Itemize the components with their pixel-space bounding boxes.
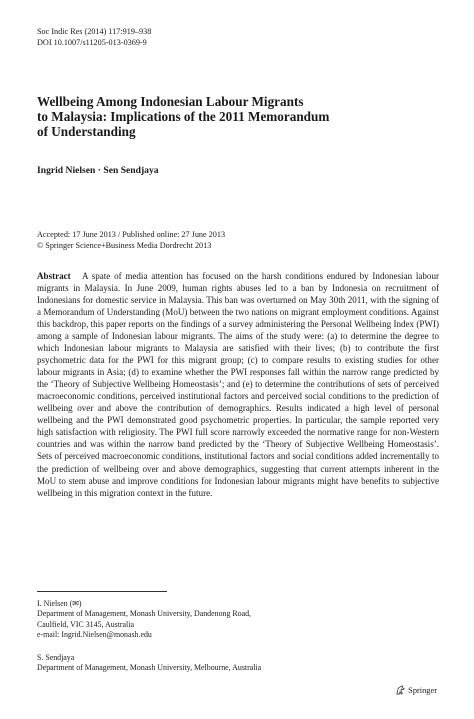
abstract-text: A spate of media attention has focused on the harsh conditions endured by Indonesian labour migrants in Malaysia. In June 2009, human rights abuses led to a ban by Indonesia on recruitment of Indonesians for domestic service in Malaysia. This ban was overturned on May 30th 2011, with the signing of a Memorandum of Understanding (MoU) between the two nations on migrant employment conditions. Against this backdrop, this paper reports on the findings of a survey administering the Personal Wellbeing Index (PWI) among a sample of Indonesian labour migrants. The aims of the study were: (a) to determine the degree to which Indonesian labour migrants to Malaysia are satisfied with their lives; (b) to contribute the first psychometric data for the PWI for this migrant group; (c) to compare results to existing studies for other labour migrants in Asia; (d) to examine whether the PWI responses fall within the narrow range predicted by the ‘Theory of Subjective Wellbeing Homeostasis’; and (e) to determine the contributions of sets of perceived macroeconomic conditions, perceived institutional factors and perceived social conditions to the prediction of wellbeing over and above the contribution of demographics. Results indicated a high level of personal wellbeing and the PWI demonstrated good psychometric properties. In particular, the sample reported very high satisfaction with religiosity. The PWI full score narrowly exceeded the normative range for non-Western countries and was within the narrow band predicted by the ‘Theory of Subjective Wellbeing Homeostasis’. Sets of perceived macroeconomic conditions, institutional factors and social conditions added incrementally to the prediction of wellbeing over and above demographics, suggesting that current attempts inherent in the MoU to stem abuse and improve conditions for Indonesian labour migrants might have benefits to subjective wellbeing in this migration context in the future. [37, 271, 439, 498]
title-line: to Malaysia: Implications of the 2011 Memorandum [37, 109, 330, 124]
affiliation-line: Department of Management, Monash University, Dandenong Road, [37, 609, 252, 619]
springer-horse-icon [395, 685, 406, 696]
affiliation-nielsen [37, 599, 251, 640]
affiliation-line: S. Sendjaya [37, 653, 75, 662]
copyright: © Springer Science+Business Media Dordrecht 2013 [37, 240, 212, 250]
journal-citation: Soc Indic Res (2014) 117:919–938 [37, 27, 152, 36]
authors: Ingrid Nielsen · Sen Sendjaya [37, 165, 159, 176]
affiliation-line: I. Nielsen (✉) [37, 599, 82, 608]
publication-dates [37, 230, 225, 251]
email-line: e-mail: Ingrid.Nielsen@monash.edu [37, 629, 152, 639]
doi: DOI 10.1007/s11205-013-0369-9 [37, 37, 147, 47]
affiliation-sendjaya [37, 653, 261, 674]
title-line: of Understanding [37, 124, 136, 139]
publisher-name: Springer [408, 686, 437, 695]
title-line: Wellbeing Among Indonesian Labour Migrants [37, 94, 304, 109]
affiliation-line: Caulfield, VIC 3145, Australia [37, 619, 134, 629]
journal-header [37, 27, 151, 48]
accepted-published: Accepted: 17 June 2013 / Published online: 27 June 2013 [37, 230, 226, 239]
affiliation-line: Department of Management, Monash University, Melbourne, Australia [37, 663, 262, 673]
abstract [37, 270, 439, 499]
paper-title [37, 94, 457, 139]
publisher-footer [395, 685, 437, 696]
abstract-heading: Abstract [37, 271, 71, 281]
footnote-divider [37, 591, 167, 592]
